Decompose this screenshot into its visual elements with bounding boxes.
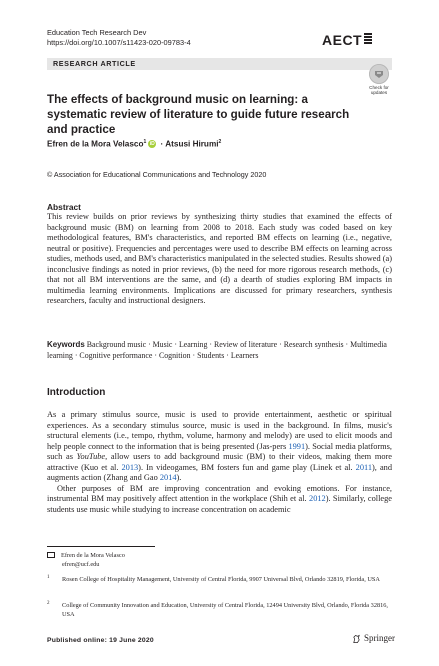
contact-email[interactable]: efren@ucf.edu xyxy=(62,561,100,568)
article-title: The effects of background music on learning: a systematic review of literature to guide future research and practice xyxy=(47,93,350,136)
footnote-1-text: Rosen College of Hospitality Management, University of Central Florida, 9907 Universal Blvd, Orlando 32819, Florida, USA xyxy=(62,576,380,583)
doi-link[interactable]: https://doi.org/10.1007/s11423-020-09783-4 xyxy=(47,38,191,47)
keywords-text: Background music · Music · Learning · Review of literature · Research synthesis · Multimedia learning · Cognitive performance · Cognition · Students · Learners xyxy=(47,340,387,360)
author-2-affiliation: 2 xyxy=(218,139,222,145)
keywords-label: Keywords xyxy=(47,340,85,349)
springer-wordmark: Springer xyxy=(364,633,395,643)
check-updates-line2: updates xyxy=(370,90,388,95)
copyright-notice: © Association for Educational Communications and Technology 2020 xyxy=(47,170,267,179)
check-updates-icon xyxy=(369,64,389,84)
author-1-affiliation: 1 xyxy=(143,139,147,145)
introduction-heading: Introduction xyxy=(47,387,106,398)
aect-logo-word: AECT xyxy=(322,32,363,48)
springer-logo xyxy=(352,633,395,644)
aect-logo xyxy=(322,32,394,50)
springer-horse-icon xyxy=(352,634,361,644)
author-1[interactable]: Efren de la Mora Velasco xyxy=(47,139,144,149)
footnote-divider xyxy=(47,546,155,547)
corresponding-author xyxy=(47,552,125,561)
footnote-1-number: 1 xyxy=(47,575,50,580)
abstract-heading: Abstract xyxy=(47,202,81,212)
envelope-icon xyxy=(47,552,55,558)
journal-name: Education Tech Research Dev xyxy=(47,28,147,37)
author-2[interactable]: Atsusi Hirumi xyxy=(165,139,219,149)
orcid-icon[interactable]: iD xyxy=(149,140,155,147)
intro-paragraph-1: As a primary stimulus source, music is used to provide entertainment, aesthetic or spiritual experiences. As a secondary stimulus source, music is used in the background. In films, music's structural elements (i.e., tempo, rhythm, volume, harmony and melody) are used to elicit moods and help people connect to the information that is being presented (Jas-pers 1991). Social media platforms, such as YouTube, allow users to add background music (BM) to their videos, making them more attractive (Kuo et al. 2013). In videogames, BM fosters fun and game play (Linek et al. 2011), and augments action (Zhang and Gao 2014). xyxy=(47,410,392,482)
footnote-2-text: College of Community Innovation and Education, University of Central Florida, 12494 University Blvd, Orlando, Florida 32816, USA xyxy=(62,602,388,618)
article-type-bar: RESEARCH ARTICLE xyxy=(47,58,392,70)
contact-name: Efren de la Mora Velasco xyxy=(61,552,125,559)
published-date: Published online: 19 June 2020 xyxy=(47,637,154,644)
journal-header xyxy=(47,28,191,48)
youtube-mention: YouTube xyxy=(76,452,106,461)
check-for-updates-badge[interactable] xyxy=(364,64,394,94)
citation-link[interactable]: 2013 xyxy=(121,462,139,472)
aect-logo-bars-icon xyxy=(364,33,372,47)
introduction-body xyxy=(47,410,392,515)
citation-link[interactable]: 2011 xyxy=(355,462,373,472)
abstract-text: This review builds on prior reviews by synthesizing thirty studies that examined the effects of background music (BM) on learning from 2008 to 2018. Each study was coded based on key methodological features, BM's characteristics, and reported BM effects on learning (i.e., negative, neutral or positive). Frequencies and percentages were used to describe BM effects on learning across studies, methods used, and BM's characteristics manipulated in the selected studies. Results showed (a) inconclusive findings as noted in prior reviews, (b) the need for more rigorous research methods, (c) that not all BM interventions are the same, and (d) a dearth of studies exploring BM impacts in multimedia learning environments. Implications are discussed for primary researchers, synthesis researchers, faculty and instructional designers. xyxy=(47,212,392,305)
keywords-block xyxy=(47,340,392,361)
check-updates-line1: Check for xyxy=(369,85,389,90)
citation-link[interactable]: 2012 xyxy=(309,494,326,503)
citation-link[interactable]: 1991 xyxy=(288,441,306,451)
author-line xyxy=(47,136,221,151)
footnote-2-number: 2 xyxy=(47,601,50,606)
intro-paragraph-2: Other purposes of BM are improving concentration and evoking emotions. For instance, instrumental BM may positively affect attention in the workplace (Shih et al. 2012). Similarly, college students use music while studying to increase concentration on academic xyxy=(47,483,392,514)
citation-link[interactable]: 2014 xyxy=(159,473,177,482)
author-separator: · xyxy=(160,139,164,149)
